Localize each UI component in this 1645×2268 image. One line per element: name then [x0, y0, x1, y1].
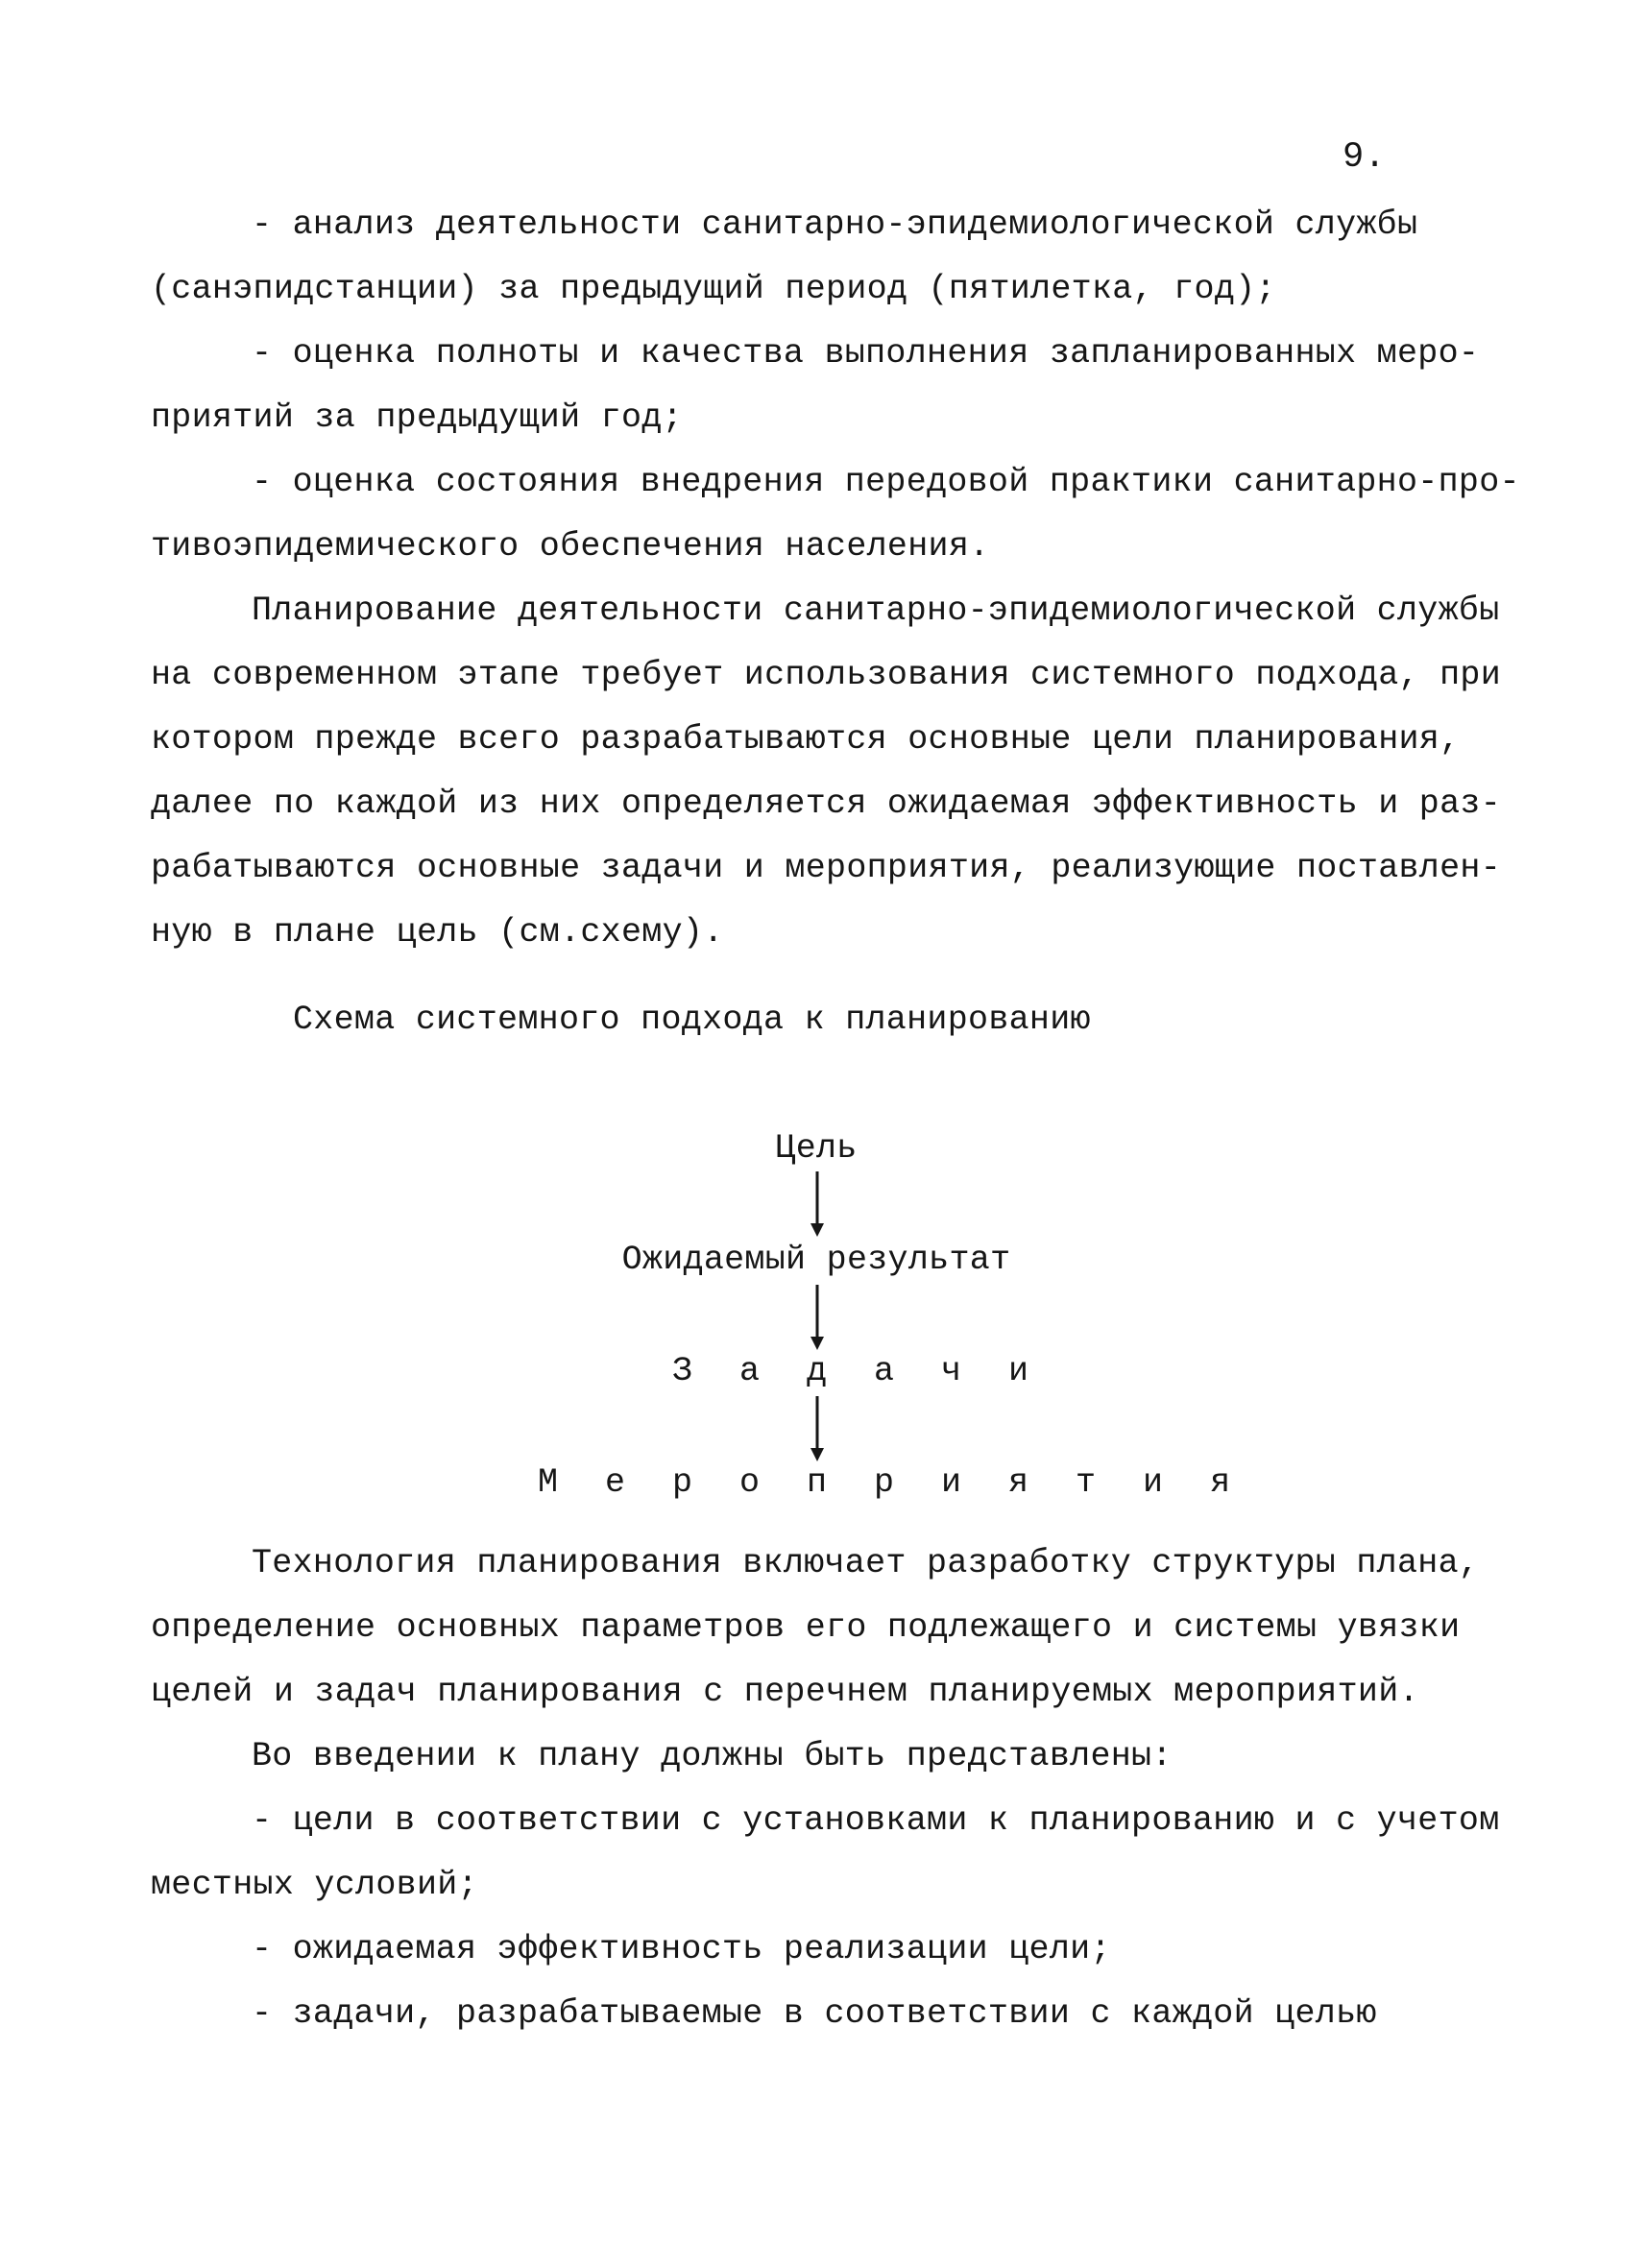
list-item-efficiency: - ожидаемая эффективность реализации цели; [252, 1930, 1111, 1968]
list-item-goals: - цели в соответствии с установками к планированию и с учетом [252, 1801, 1500, 1840]
scheme-step-goal: Цель [775, 1129, 858, 1168]
list-item-tasks: - задачи, разрабатываемые в соответствии с каждой целью [252, 1994, 1377, 2033]
page-number: 9. [1343, 137, 1387, 178]
intro-heading: Во введении к плану должны быть представлены: [252, 1737, 1173, 1775]
down-arrow-icon [803, 1170, 832, 1239]
list-item-completeness: - оценка полноты и качества выполнения запланированных меро- [252, 334, 1480, 373]
list-item-goals-cont: местных условий; [151, 1866, 478, 1904]
paragraph-line: ную в плане цель (см.схему). [151, 913, 724, 952]
paragraph-line: далее по каждой из них определяется ожидаемая эффективность и раз- [151, 784, 1502, 823]
scheme-step-tasks: З а д а ч и [672, 1352, 1043, 1390]
paragraph-line: Технология планирования включает разработку структуры плана, [252, 1544, 1480, 1582]
paragraph-line: целей и задач планирования с перечнем планируемых мероприятий. [151, 1673, 1419, 1711]
scheme-step-activities: М е р о п р и я т и я [538, 1463, 1245, 1502]
scheme-step-expected-result: Ожидаемый результат [621, 1241, 1011, 1279]
paragraph-line: на современном этапе требует использования системного подхода, при [151, 656, 1502, 694]
list-item-completeness-cont: приятий за предыдущий год; [151, 398, 683, 437]
down-arrow-icon [803, 1394, 832, 1463]
paragraph-line: котором прежде всего разрабатываются основные цели планирования, [151, 720, 1461, 759]
list-item-implementation-cont: тивоэпидемического обеспечения населения. [151, 527, 990, 566]
paragraph-line: рабатываются основные задачи и мероприятия, реализующие поставлен- [151, 849, 1502, 887]
paragraph-line: Планирование деятельности санитарно-эпидемиологической службы [252, 591, 1500, 630]
paragraph-line: определение основных параметров его подлежащего и системы увязки [151, 1608, 1461, 1647]
list-item-implementation: - оценка состояния внедрения передовой практики санитарно-про- [252, 463, 1520, 501]
list-item-analysis: - анализ деятельности санитарно-эпидемиологической службы [252, 205, 1418, 244]
list-item-analysis-cont: (санэпидстанции) за предыдущий период (пятилетка, год); [151, 270, 1276, 308]
scheme-caption: Схема системного подхода к планированию [293, 1001, 1091, 1039]
down-arrow-icon [803, 1283, 832, 1352]
